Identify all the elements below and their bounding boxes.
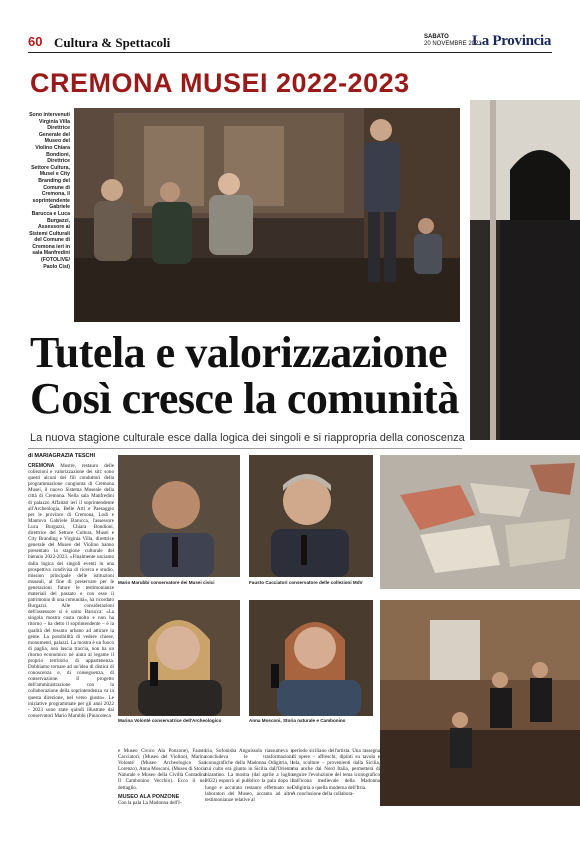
newspaper-logo: La Provincia bbox=[472, 33, 552, 49]
body-column-2 bbox=[118, 748, 206, 806]
photo-cacciatori bbox=[249, 455, 373, 577]
headline-line-2: Così cresce la comunità bbox=[30, 374, 459, 423]
side-photo-woman bbox=[470, 100, 580, 440]
body-column-3 bbox=[205, 748, 293, 803]
page-number: 60 bbox=[28, 34, 43, 49]
body-text-1: Mostre, restauro delle collezioni e valorizzazione dei siti: sono questi alcuni dei fili conduttori della programmazione congiunta di Cremona Musei, il nuovo Sistema Museale della città di Cremona. Nella sala Manfredini di palazzo Affaitati ieri il soprintendente all'Archeologia, Belle Arti e Paesaggio per le province di Cremona, Lodi e Mantova Gabriele Barucca, l'assessore Luca Burgazzi, Chiara Bondioni, direttrice del Settore Cultura, Musei e City Branding e Virginia Villa, direttrice generale del Museo del Violino hanno presentato la stagione culturale del biennio 2022-2023. «Finalmente usciamo dalla logica dei singoli eventi in una prospettiva condivisa di ricerca e studio, mission principale delle istituzioni museali, al fine di preservare per le generazioni future le testimonianze materiali del passato e con esse il patrimonio di una comunità», ha ricordato Burgazzi. Alle considerazioni dell'assessore si è unito Barucca: «La singola mostra costa molto e non ha ritorno – ha detto il soprintendente – è la qualità del tessuto urbano ad attirare la gente. La possibilità di vedere chiese, monumenti, palazzi. La mostra è un fuoco di paglia, non lascia traccia, non ha un ritorno economico né aiuta al legame il proprio territorio di appartenenza. Dobbiamo tornare ad un'idea di distica di conoscenza e, di conseguenza, di conservazione. Il progetto dell'amministrazione con la collaborazione della soprintendenza va in questa direzione, nel verso giusto». Le iniziative programmate per gli anni 2022 - 2023 sono state quindi illustrate dai conservatori Mario Marubbi (Pinacoteca bbox=[28, 463, 115, 719]
kicker-headline: CREMONA MUSEI 2022-2023 bbox=[30, 68, 410, 98]
body-text-4: periodo siciliano dell'artista. Una rassegna di opere – affreschi, dipinti su tavola e tela, sculture – provenienti dalla Sicilia, ma anche dal Nord Italia, permetterà di seguire l'evoluzione del tema iconografico dall'icona medievale della Madonna Odigitria a quella moderna dell'Itria. bbox=[292, 748, 380, 791]
headline-line-1: Tutela e valorizzazione bbox=[30, 328, 448, 377]
issue-date-text: 20 NOVEMBRE 2021 bbox=[424, 41, 482, 47]
photo-mosconi bbox=[249, 600, 373, 716]
caption-volonte: Marina Volonté conservatrice dell'Archeologico bbox=[118, 718, 222, 723]
body-column-1 bbox=[28, 463, 114, 719]
body-text-4-tail: A conclusione della collabora- bbox=[292, 790, 355, 797]
caption-cacciatori: Fausto Cacciatori conservatore delle collezioni MdV bbox=[249, 580, 363, 585]
photo-concert bbox=[380, 600, 580, 806]
main-photo-caption: Sono intervenuti Virginia Villa Direttrice Generale del Museo del Violino Chiara Bondioni, Direttrice Settore Cultura, Musei e City Branding del Comune di Cremona, il soprintendente Gabriele Barucca e Luca Burgazzi, Assessore ai Sistemi Culturali del Comune di Cremona ieri in sala Manfredini (FOTOLIVE/ Paolo Cisi) bbox=[29, 112, 70, 270]
subhead-ala-ponzone: MUSEO ALA PONZONE bbox=[118, 793, 180, 800]
caption-mosconi: Anna Mosconi, Storia naturale e Cambonino bbox=[249, 718, 346, 723]
photo-shards bbox=[380, 455, 580, 589]
photo-marubbi bbox=[118, 455, 240, 577]
headline-rule bbox=[28, 448, 462, 449]
body-text-2-tail: Con la pala La Madonna dell'I- bbox=[118, 799, 182, 806]
body-column-4 bbox=[292, 748, 380, 797]
caption-marubbi: Mario Marubbi conservatore dei Musei civici bbox=[118, 580, 215, 585]
photo-volonte bbox=[118, 600, 240, 716]
byline: di MARIAGRAZIA TESCHI bbox=[28, 453, 96, 459]
section-name: Cultura & Spettacoli bbox=[54, 35, 171, 50]
body-text-2: e Museo Civico Ala Ponzone), Fausto Cacciatori, (Museo del Violino), Marina Volonté (Museo Archeologico San Lorenzo), Anna Mosconi, (Museo di Storia Naturale e Museo della Civiltà Contadina Il Cambonino Vecchio). Ecco il nel dettaglio. bbox=[118, 748, 206, 791]
body-text-3: iria, Sofonisba Anguissola riassumeva e concludeva le trasformazioni iconografiche della Madonna Odigitria, il cui culto era giunto in Sicilia dall'Oriente bizantino. La mostra (dal aprile a luglio 2022) esporrà al pubblico la pala dopo il lungo e accurato restauro effettuato nei laboratori del Museo, accanto ad altre testimonianze relative al bbox=[205, 748, 293, 803]
subheadline: La nuova stagione culturale esce dalla logica dei singoli e si riappropria della conoscenza bbox=[30, 432, 465, 444]
main-photo bbox=[74, 108, 460, 322]
header-rule bbox=[28, 52, 552, 53]
dateline: CREMONA bbox=[28, 463, 55, 469]
issue-day: SABATO bbox=[424, 34, 449, 40]
